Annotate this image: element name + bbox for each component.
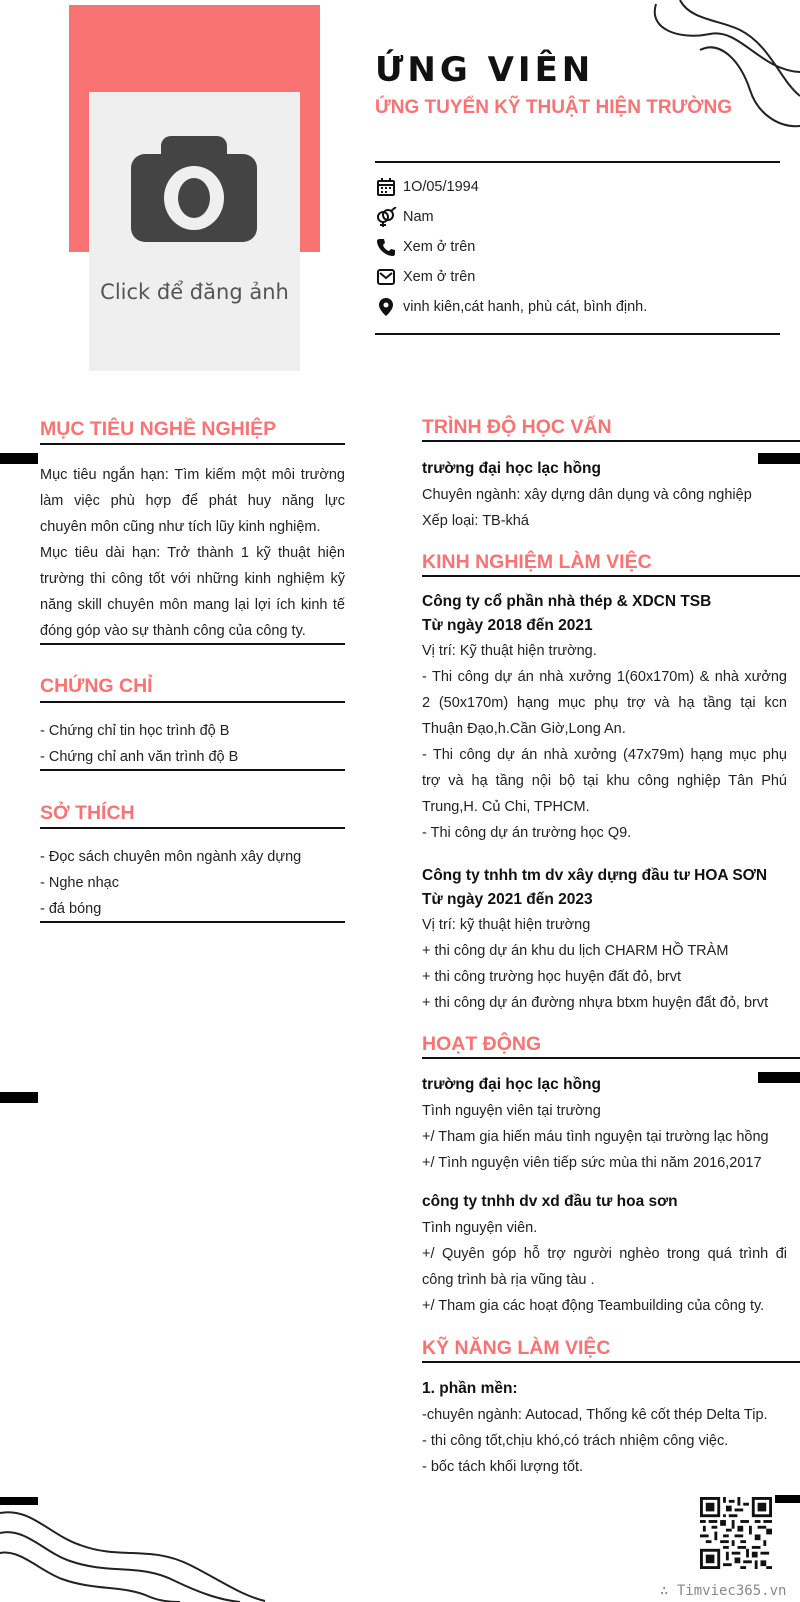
education-divider — [422, 440, 800, 442]
contact-gender — [375, 204, 434, 230]
activity-org: trường đại học lạc hồng — [422, 1076, 601, 1093]
section-title-experience: KINH NGHIỆM LÀM VIỆC — [422, 551, 652, 573]
skills-block: 1. phần mền: -chuyên ngành: Autocad, Thống kê cốt thép Delta Tip. - thi công tốt,chịu khó,có trách nhiệm công việc. - bốc tách khối lượng tốt. — [422, 1376, 792, 1480]
objective-divider-top — [40, 443, 345, 445]
experience-divider — [422, 575, 800, 577]
certificates-divider-bottom — [40, 769, 345, 771]
candidate-name: ỨNG VIÊN — [375, 50, 595, 90]
decorative-bar-left-2 — [0, 1092, 38, 1103]
decorative-waves-top — [640, 0, 800, 140]
certificates-divider-top — [40, 701, 345, 703]
decorative-waves-bottom — [0, 1505, 270, 1602]
camera-icon — [131, 132, 257, 242]
section-title-education: TRÌNH ĐỘ HỌC VẤN — [422, 416, 612, 438]
section-title-objective: MỤC TIÊU NGHỀ NGHIỆP — [40, 418, 277, 440]
education-rank: Xếp loại: TB-khá — [422, 513, 529, 529]
location-pin-icon — [375, 296, 397, 318]
list-item: - Nghe nhạc — [40, 875, 119, 891]
contact-phone — [375, 234, 475, 260]
education-major: Chuyên ngành: xây dựng dân dụng và công nghiệp — [422, 487, 752, 503]
qr-code-icon — [700, 1497, 772, 1569]
skills-heading: 1. phần mền: — [422, 1380, 518, 1397]
activities-divider — [422, 1057, 800, 1059]
section-title-activities: HOẠT ĐỘNG — [422, 1033, 542, 1055]
hobbies-list — [40, 844, 345, 922]
phone-value: Xem ở trên — [403, 239, 476, 255]
list-item: - Đọc sách chuyên môn ngành xây dựng — [40, 849, 302, 865]
decorative-bar-left-1 — [0, 453, 38, 464]
section-title-certificates: CHỨNG CHỈ — [40, 675, 153, 697]
contact-bottom-divider — [375, 333, 780, 335]
job-title: ỨNG TUYỂN KỸ THUẬT HIỆN TRƯỜNG — [375, 97, 733, 118]
email-value: Xem ở trên — [403, 269, 476, 285]
section-title-skills: KỸ NĂNG LÀM VIỆC — [422, 1337, 611, 1359]
phone-icon — [375, 236, 397, 258]
objective-text: Mục tiêu ngắn hạn: Tìm kiếm một môi trường làm việc phù hợp để phát huy năng lực chuyên môn cũng như tích lũy kinh nghiệm. Mục tiêu dài hạn: Trở thành 1 kỹ thuật hiện trường thi công tốt với những kinh nghiệm kỹ năng skill chuyên môn mang lại lợi ích kinh tế đóng góp vào sự thành công của công ty. — [40, 467, 345, 639]
education-school: trường đại học lạc hồng — [422, 460, 601, 477]
list-item: - Chứng chỉ tin học trình độ B — [40, 723, 230, 739]
photo-upload-hint: Click để đăng ảnh — [100, 280, 289, 304]
list-item: - đá bóng — [40, 901, 102, 917]
photo-upload[interactable] — [89, 92, 300, 371]
contact-email — [375, 264, 475, 290]
decorative-bar-right-3 — [775, 1495, 800, 1503]
contact-birthday — [375, 174, 479, 200]
activities-group-1: trường đại học lạc hồng Tình nguyện viên tại trường +/ Tham gia hiến máu tình nguyện tại trường lạc hồng +/ Tình nguyện viên tiếp sức mùa thi năm 2016,2017 — [422, 1072, 797, 1176]
address-value: vinh kiên,cát hanh, phù cát, bình định. — [403, 299, 648, 315]
footer-brand[interactable]: ∴ Timviec365.vn — [660, 1583, 787, 1599]
certificates-list — [40, 718, 345, 770]
skills-divider — [422, 1361, 800, 1363]
activities-group-2: công ty tnhh dv xd đầu tư hoa sơn Tình nguyện viên. +/ Quyên góp hỗ trợ người nghèo trong quá trình đi công trình bà rịa vũng tàu . +/ Tham gia các hoạt động Teambuilding của công ty. — [422, 1189, 787, 1319]
calendar-icon — [375, 176, 397, 198]
experience-job-2: Công ty tnhh tm dv xây dựng đầu tư HOA SƠN Từ ngày 2021 đến 2023 Vị trí: kỹ thuật hiện trường + thi công dự án khu du lịch CHARM HỒ TRÀM + thi công trường học huyện đất đỏ, brvt + thi công dự án đường nhựa btxm huyện đất đỏ, brvt — [422, 864, 792, 1016]
hobbies-divider-bottom — [40, 921, 345, 923]
gender-value: Nam — [403, 209, 434, 225]
envelope-icon — [375, 266, 397, 288]
job-company: Công ty tnhh tm dv xây dựng đầu tư HOA SƠN — [422, 867, 768, 884]
birthday-value: 1O/05/1994 — [403, 179, 479, 195]
hobbies-divider-top — [40, 827, 345, 829]
section-title-hobbies: SỞ THÍCH — [40, 802, 135, 824]
education-block — [422, 456, 787, 534]
contact-top-divider — [375, 161, 780, 163]
job-company: Công ty cổ phần nhà thép & XDCN TSB — [422, 593, 712, 610]
contact-address — [375, 294, 647, 320]
experience-job-1: Công ty cổ phần nhà thép & XDCN TSB Từ ngày 2018 đến 2021 Vị trí: Kỹ thuật hiện trường. - Thi công dự án nhà xưởng 1(60x170m) & nhà xưởng 2 (50x170m) hạng mục phụ trợ và hạ tầng tại kcn Thuận Đạo,h.Cần Giờ,Long An. - Thi công dự án nhà xưởng (47x79m) hạng mục phụ trợ và hạ tầng nội bộ tại khu công nghiệp Tân Phú Trung,H. Củ Chi, TPHCM. - Thi công dự án trường học Q9. — [422, 590, 787, 846]
job-period: Từ ngày 2018 đến 2021 — [422, 617, 593, 634]
objective-divider-bottom — [40, 643, 345, 645]
job-period: Từ ngày 2021 đến 2023 — [422, 891, 593, 908]
decorative-bar-left-3 — [0, 1497, 38, 1505]
activity-org: công ty tnhh dv xd đầu tư hoa sơn — [422, 1193, 678, 1210]
list-item: - Chứng chỉ anh văn trình độ B — [40, 749, 239, 765]
gender-icon — [375, 206, 397, 228]
